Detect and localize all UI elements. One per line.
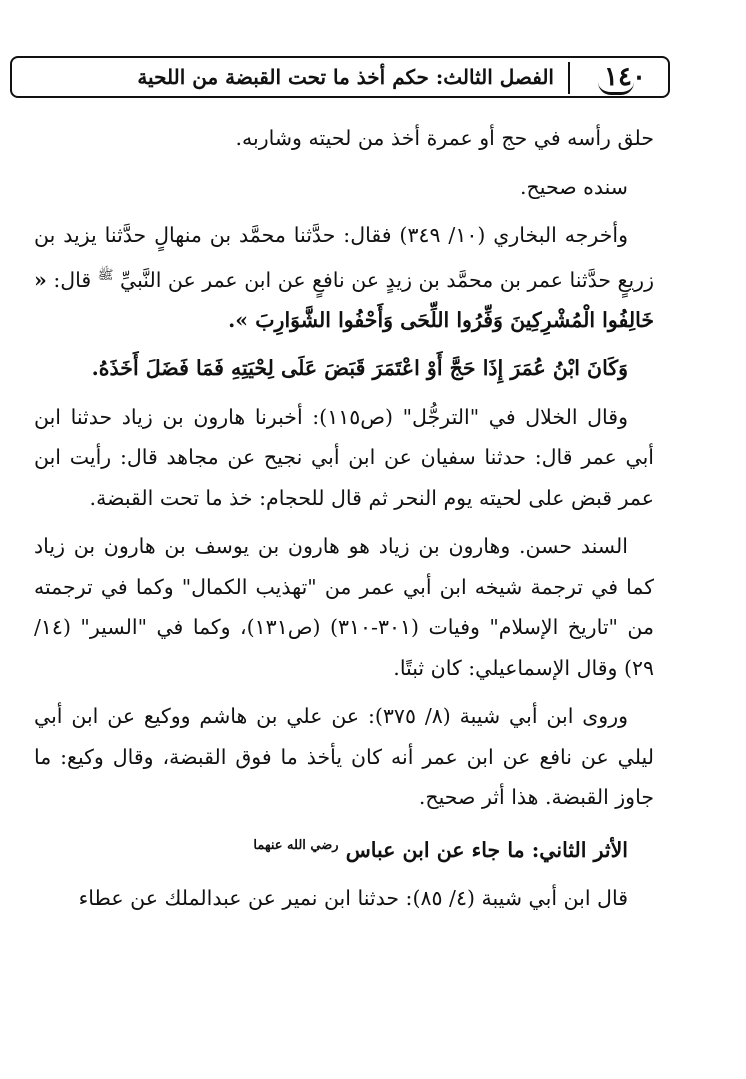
paragraph-8-text: الأثر الثاني: ما جاء عن ابن عباس [345, 837, 628, 862]
page-number: ١٤٠ [604, 62, 646, 92]
page-body [34, 118, 654, 927]
paragraph-5: وقال الخلال في "الترجُّل" (ص١١٥): أخبرنا هارون بن زياد حدثنا ابن أبي عمر قال: حدثنا سفيان عن ابن أبي نجيح عن مجاهد قال: رأيت ابن عمر قبض على لحيته يوم النحر ثم قال للحجام: خذ ما تحت القبضة. [34, 404, 654, 510]
hadith-quote: « خَالِفُوا الْمُشْرِكِينَ وَفِّرُوا اللِّحَى وَأَحْفُوا الشَّوَارِبَ ». [34, 267, 654, 332]
honorific-mark-2: رضي الله عنهما [253, 837, 339, 853]
paragraph-4: وَكَانَ ابْنُ عُمَرَ إِذَا حَجَّ أَوْ اعْتَمَرَ قَبَضَ عَلَى لِحْيَتِهِ فَمَا فَضَلَ أَخَذَهُ. [91, 356, 628, 381]
paragraph-8 [34, 826, 654, 870]
page-number-divider [568, 62, 570, 94]
paragraph-9: قال ابن أبي شيبة (٤/ ٨٥): حدثنا ابن نمير عن عبدالملك عن عطاء [78, 886, 628, 911]
chapter-title: الفصل الثالث: حكم أخذ ما تحت القبضة من اللحية [137, 65, 554, 89]
paragraph-3 [34, 215, 654, 340]
honorific-mark: ﷺ [97, 267, 114, 283]
paragraph-1: حلق رأسه في حج أو عمرة أخذ من لحيته وشاربه. [235, 126, 654, 150]
paragraph-3-said: قال: [53, 267, 92, 292]
paragraph-6: السند حسن. وهارون بن زياد هو هارون بن يوسف بن هارون بن زياد كما في ترجمة شيخه ابن أبي عمر من "تهذيب الكمال" وكما في ترجمته من "تاريخ الإسلام" وفيات (٣٠١-٣١٠) (ص١٣١)، وكما في "السير" (١٤/ ٢٩) وقال الإسماعيلي: كان ثبتًا. [34, 534, 655, 680]
paragraph-3-text: وأخرجه البخاري (١٠/ ٣٤٩) فقال: حدَّثنا محمَّد بن منهالٍ حدَّثنا يزيد بن زريعٍ حدَّثنا عمر بن محمَّد بن زيدٍ عن نافعٍ عن ابن عمر عن النَّبيِّ [34, 223, 654, 292]
paragraph-7: وروى ابن أبي شيبة (٨/ ٣٧٥): عن علي بن هاشم ووكيع عن ابن أبي ليلي عن نافع عن ابن عمر أنه كان يأخذ ما فوق القبضة، وقال وكيع: ما جاوز القبضة. هذا أثر صحيح. [34, 704, 654, 810]
paragraph-2: سنده صحيح. [520, 174, 628, 199]
